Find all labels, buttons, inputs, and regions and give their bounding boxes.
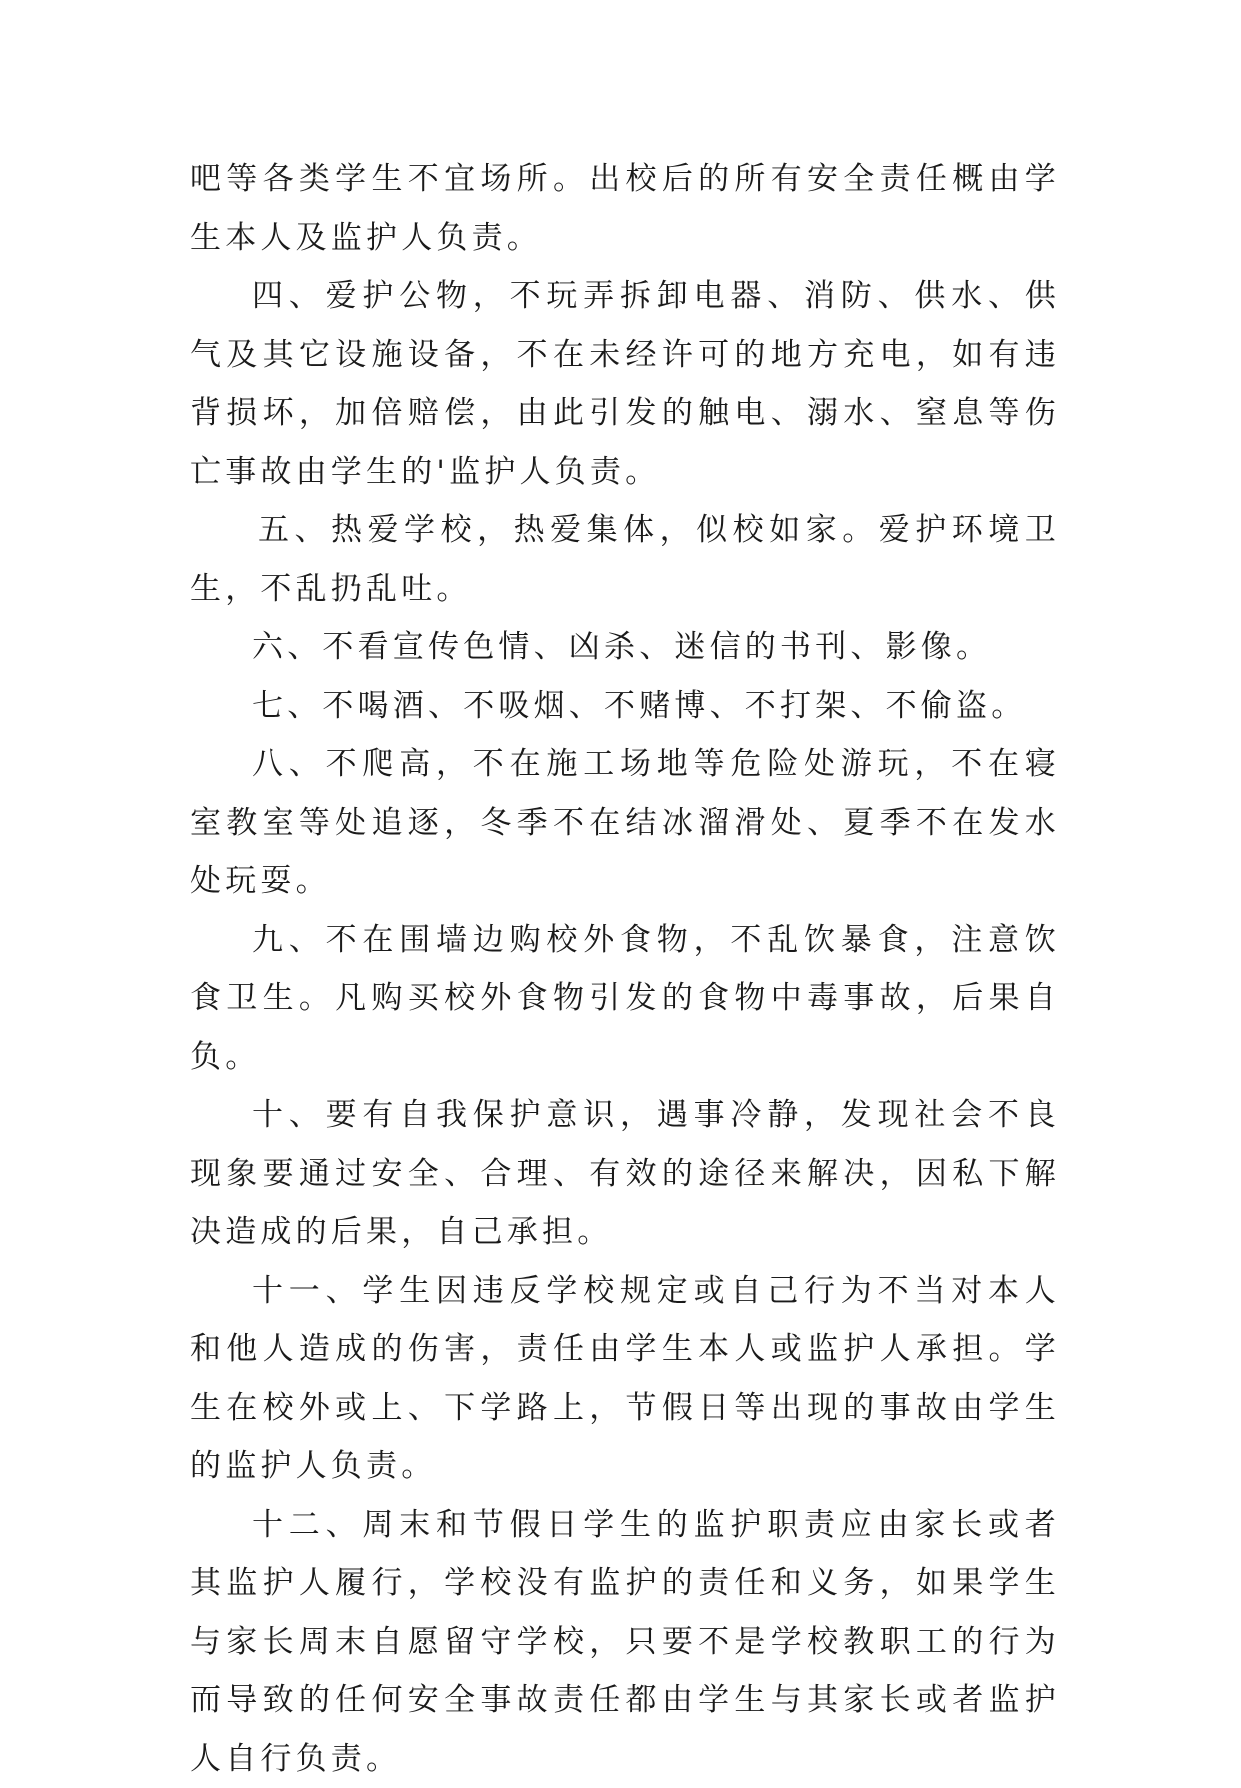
paragraph-rule-5: 五、热爱学校，热爱集体，似校如家。爱护环境卫生，不乱扔乱吐。 bbox=[190, 501, 1060, 618]
paragraph-rule-6: 六、不看宣传色情、凶杀、迷信的书刊、影像。 bbox=[190, 618, 1060, 677]
paragraph-rule-8: 八、不爬高，不在施工场地等危险处游玩，不在寝室教室等处追逐，冬季不在结冰溜滑处、夏季不在发水处玩耍。 bbox=[190, 735, 1060, 911]
paragraph-rule-4: 四、爱护公物，不玩弄拆卸电器、消防、供水、供气及其它设施设备，不在未经许可的地方充电，如有违背损坏，加倍赔偿，由此引发的触电、溺水、窒息等伤亡事故由学生的'监护人负责。 bbox=[190, 267, 1060, 501]
paragraph-rule-11: 十一、学生因违反学校规定或自己行为不当对本人和他人造成的伤害，责任由学生本人或监护人承担。学生在校外或上、下学路上，节假日等出现的事故由学生的监护人负责。 bbox=[190, 1262, 1060, 1496]
paragraph-continuation: 吧等各类学生不宜场所。出校后的所有安全责任概由学生本人及监护人负责。 bbox=[190, 150, 1060, 267]
paragraph-rule-10: 十、要有自我保护意识，遇事冷静，发现社会不良现象要通过安全、合理、有效的途径来解决，因私下解决造成的后果，自己承担。 bbox=[190, 1086, 1060, 1262]
paragraph-rule-9: 九、不在围墙边购校外食物，不乱饮暴食，注意饮食卫生。凡购买校外食物引发的食物中毒事故，后果自负。 bbox=[190, 911, 1060, 1087]
document-body bbox=[190, 150, 1060, 1788]
paragraph-rule-7: 七、不喝酒、不吸烟、不赌博、不打架、不偷盗。 bbox=[190, 677, 1060, 736]
paragraph-rule-12: 十二、周末和节假日学生的监护职责应由家长或者其监护人履行，学校没有监护的责任和义务，如果学生与家长周末自愿留守学校，只要不是学校教职工的行为而导致的任何安全事故责任都由学生与其家长或者监护人自行负责。 bbox=[190, 1496, 1060, 1788]
